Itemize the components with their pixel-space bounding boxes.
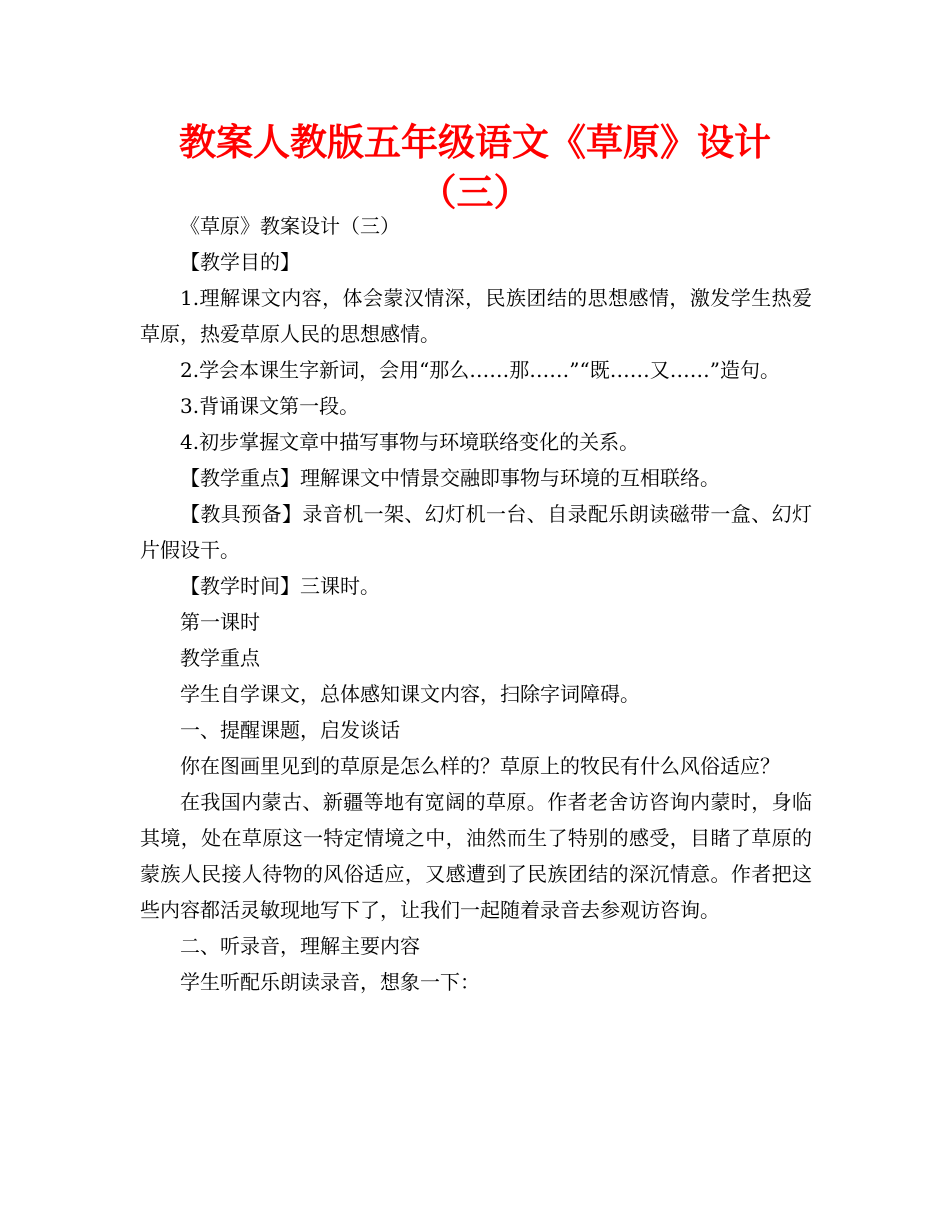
lesson-focus-paragraph: 学生自学课文，总体感知课文内容，扫除字词障碍。 (180, 682, 640, 706)
teaching-focus-paragraph: 【教学重点】理解课文中情景交融即事物与环境的互相联络。 (180, 466, 720, 490)
objective-item-1: 1.理解课文内容，体会蒙汉情深，民族团结的思想感情，激发学生热爱草原，热爱草原人民的思想感情。 (140, 286, 812, 346)
teaching-time-paragraph: 【教学时间】三课时。 (180, 574, 380, 598)
introduction-paragraph: 在我国内蒙古、新疆等地有宽阔的草原。作者老舍访咨询内蒙时，身临其境，处在草原这一特定情境之中，油然而生了特别的感受，目睹了草原的蒙族人民接人待物的风俗适应，又感遭到了民族团结的深沉情意。作者把这些内容都活灵敏现地写下了，让我们一起随着录音去参观访咨询。 (140, 790, 812, 922)
document-title-line-1: 教案人教版五年级语文《草原》设计 (179, 121, 771, 164)
lesson-one-heading: 第一课时 (180, 610, 260, 634)
teaching-aids-paragraph: 【教具预备】录音机一架、幻灯机一台、自录配乐朗读磁带一盒、幻灯片假设干。 (140, 502, 812, 562)
subtitle-paragraph: 《草原》教案设计（三） (180, 214, 400, 238)
document-title-line-2: （三） (419, 171, 531, 214)
lesson-focus-heading: 教学重点 (180, 646, 260, 670)
objective-item-3: 3.背诵课文第一段。 (180, 394, 360, 418)
step-two-heading: 二、听录音，理解主要内容 (180, 934, 420, 958)
question-paragraph: 你在图画里见到的草原是怎么样的？草原上的牧民有什么风俗适应？ (180, 754, 780, 778)
section-heading-objectives: 【教学目的】 (180, 250, 300, 274)
objective-item-2: 2.学会本课生字新词，会用“那么……那……”“既……又……”造句。 (180, 358, 780, 382)
listening-paragraph: 学生听配乐朗读录音，想象一下： (180, 970, 480, 994)
objective-item-4: 4.初步掌握文章中描写事物与环境联络变化的关系。 (180, 430, 640, 454)
document-body (140, 208, 812, 1000)
step-one-heading: 一、提醒课题，启发谈话 (180, 718, 400, 742)
